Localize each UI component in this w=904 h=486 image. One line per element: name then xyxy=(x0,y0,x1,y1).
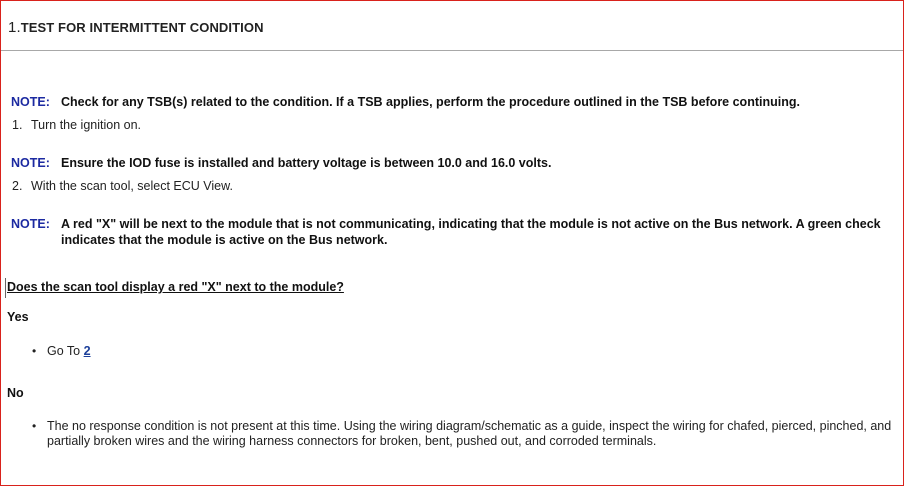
step-ecu-view xyxy=(12,179,233,193)
answer-no-heading: No xyxy=(7,386,24,400)
note-label: NOTE: xyxy=(11,95,50,109)
step-number: 1. xyxy=(12,118,23,132)
note-label: NOTE: xyxy=(11,217,50,231)
note-red-x xyxy=(11,216,896,248)
note-iod-fuse xyxy=(11,155,896,171)
title-text: TEST FOR INTERMITTENT CONDITION xyxy=(20,20,264,35)
note-text: A red "X" will be next to the module that is not communicating, indicating that the module is not active on the Bus network. A green check indicates that the module is active on the Bus network. xyxy=(61,217,881,247)
title-divider xyxy=(1,50,903,51)
bullet-dot-icon: • xyxy=(32,419,37,433)
step-number: 2. xyxy=(12,179,23,193)
no-bullet xyxy=(32,419,892,449)
diagnostic-question: Does the scan tool display a red "X" next to the module? xyxy=(7,280,344,294)
no-bullet-text: The no response condition is not present at this time. Using the wiring diagram/schematic as a guide, inspect the wiring for chafed, pierced, pinched, and partially broken wires and the wiring harness connectors for broken, bent, pushed out, and corroded terminals. xyxy=(47,419,892,448)
step-text: With the scan tool, select ECU View. xyxy=(31,179,233,193)
goto-step-2-link[interactable]: 2 xyxy=(83,344,91,358)
yes-bullet-text xyxy=(47,344,892,359)
goto-prefix: Go To xyxy=(47,344,84,358)
bullet-dot-icon: • xyxy=(32,344,37,358)
note-text: Ensure the IOD fuse is installed and battery voltage is between 10.0 and 16.0 volts. xyxy=(61,156,552,170)
step-ignition-on xyxy=(12,118,141,132)
yes-bullet xyxy=(32,344,892,359)
note-text: Check for any TSB(s) related to the condition. If a TSB applies, perform the procedure outlined in the TSB before continuing. xyxy=(61,95,800,109)
text-cursor xyxy=(5,278,6,298)
answer-yes-heading: Yes xyxy=(7,310,29,324)
note-label: NOTE: xyxy=(11,156,50,170)
step-text: Turn the ignition on. xyxy=(31,118,142,132)
note-tsb xyxy=(11,94,896,110)
page-title xyxy=(8,19,264,36)
title-number: 1. xyxy=(8,19,21,36)
